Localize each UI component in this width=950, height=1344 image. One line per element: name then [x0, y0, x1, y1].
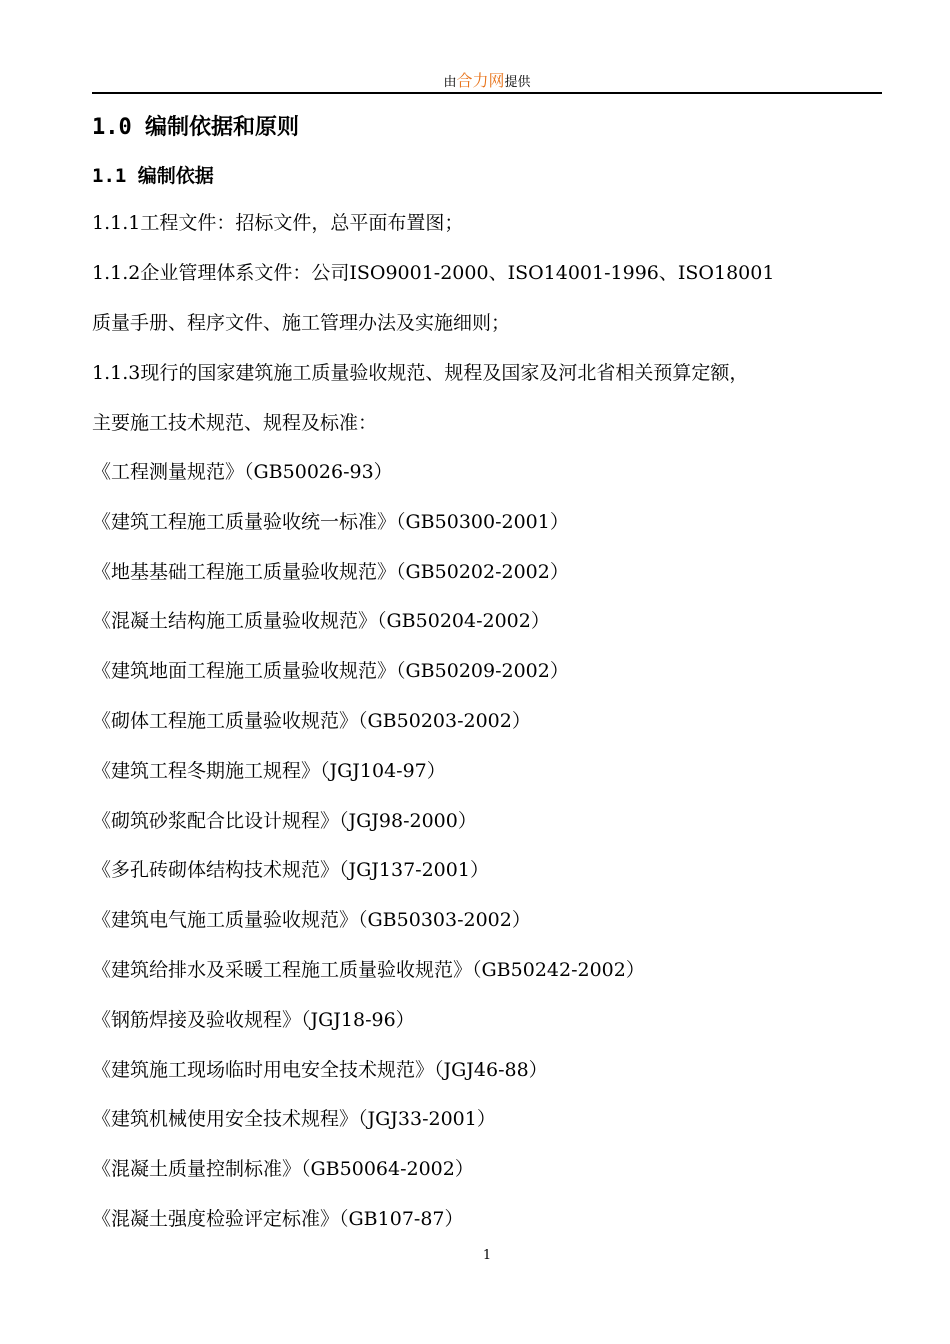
paragraph: 主要施工技术规范、规程及标准： [92, 412, 378, 434]
reference-item: 《钢筋焊接及验收规程》（JGJ18-96） [92, 1008, 415, 1031]
reference-item: 《建筑电气施工质量验收规范》（GB50303-2002） [92, 909, 531, 932]
reference-item: 《多孔砖砌体结构技术规范》（JGJ137-2001） [92, 859, 489, 882]
header-suffix: 提供 [504, 75, 531, 90]
reference-item: 《砌体工程施工质量验收规范》（GB50203-2002） [92, 709, 531, 732]
reference-item: 《建筑工程施工质量验收统一标准》（GB50300-2001） [92, 510, 569, 533]
subsection-heading: 1.1 编制依据 [92, 165, 214, 187]
reference-item: 《地基基础工程施工质量验收规范》（GB50202-2002） [92, 560, 569, 583]
reference-item: 《建筑地面工程施工质量验收规范》（GB50209-2002） [92, 660, 569, 683]
reference-item: 《混凝土强度检验评定标准》（GB107-87） [92, 1207, 464, 1230]
header-brand: 合力网 [456, 71, 505, 90]
header-prefix: 由 [443, 75, 457, 90]
reference-item: 《建筑给排水及采暖工程施工质量验收规范》（GB50242-2002） [92, 958, 645, 981]
document-body [92, 108, 892, 1245]
paragraph: 1.1.3现行的国家建筑施工质量验收规范、规程及国家及河北省相关预算定额， [92, 362, 749, 384]
reference-item: 《建筑机械使用安全技术规程》（JGJ33-2001） [92, 1108, 496, 1131]
reference-item: 《混凝土结构施工质量验收规范》（GB50204-2002） [92, 610, 550, 633]
reference-item: 《工程测量规范》（GB50026-93） [92, 461, 393, 483]
reference-item: 《混凝土质量控制标准》（GB50064-2002） [92, 1158, 474, 1181]
reference-item: 《砌筑砂浆配合比设计规程》（JGJ98-2000） [92, 809, 477, 832]
paragraph: 1.1.1工程文件：招标文件，总平面布置图； [92, 212, 464, 234]
reference-item: 《建筑施工现场临时用电安全技术规范》（JGJ46-88） [92, 1058, 548, 1081]
page-number: 1 [482, 1248, 492, 1263]
paragraph: 1.1.2企业管理体系文件：公司ISO9001-2000、ISO14001-1996、ISO18001 [92, 262, 775, 284]
reference-item: 《建筑工程冬期施工规程》（JGJ104-97） [92, 759, 446, 782]
paragraph: 质量手册、程序文件、施工管理办法及实施细则； [92, 312, 511, 334]
section-heading: 1.0 编制依据和原则 [92, 115, 299, 140]
page-header [92, 70, 882, 94]
